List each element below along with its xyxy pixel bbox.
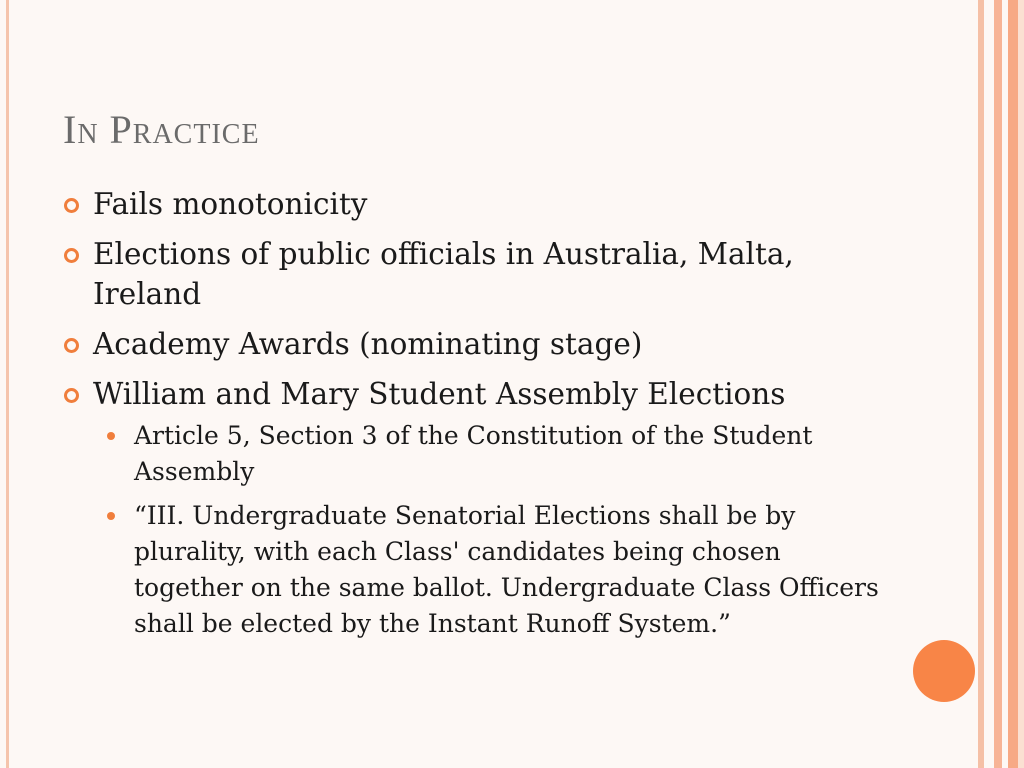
bullet-item bbox=[63, 324, 893, 364]
ring-bullet-icon bbox=[64, 338, 79, 353]
sub-bullet-text: Article 5, Section 3 of the Constitution of the Student Assembly bbox=[134, 421, 813, 486]
slide-title: In Practice bbox=[63, 107, 260, 152]
bullet-text: William and Mary Student Assembly Elections bbox=[93, 377, 786, 411]
bullet-text: Elections of public officials in Australia, Malta, Ireland bbox=[93, 237, 794, 311]
bullet-item bbox=[63, 234, 893, 314]
stripe bbox=[1018, 0, 1024, 768]
sub-bullet-list bbox=[93, 418, 893, 642]
decorative-orb bbox=[913, 640, 975, 702]
sub-bullet-item bbox=[93, 498, 893, 642]
slide-content bbox=[63, 184, 893, 652]
bullet-list bbox=[63, 184, 893, 642]
ring-bullet-icon bbox=[64, 388, 79, 403]
ring-bullet-icon bbox=[64, 198, 79, 213]
sub-bullet-text: “III. Undergraduate Senatorial Elections shall be by plurality, with each Class' candidates being chosen together on the same ballot. Undergraduate Class Officers shall be elected by the Instant Runoff System.” bbox=[134, 501, 879, 638]
dot-bullet-icon bbox=[107, 512, 115, 520]
sub-bullet-item bbox=[93, 418, 893, 490]
stripe bbox=[1008, 0, 1018, 768]
bullet-text: Academy Awards (nominating stage) bbox=[93, 327, 643, 361]
bullet-item bbox=[63, 184, 893, 224]
stripe bbox=[984, 0, 994, 768]
right-decorative-stripes bbox=[978, 0, 1024, 768]
bullet-item bbox=[63, 374, 893, 642]
ring-bullet-icon bbox=[64, 248, 79, 263]
left-decorative-rule bbox=[6, 0, 9, 768]
dot-bullet-icon bbox=[107, 432, 115, 440]
stripe bbox=[994, 0, 1002, 768]
bullet-text: Fails monotonicity bbox=[93, 187, 368, 221]
